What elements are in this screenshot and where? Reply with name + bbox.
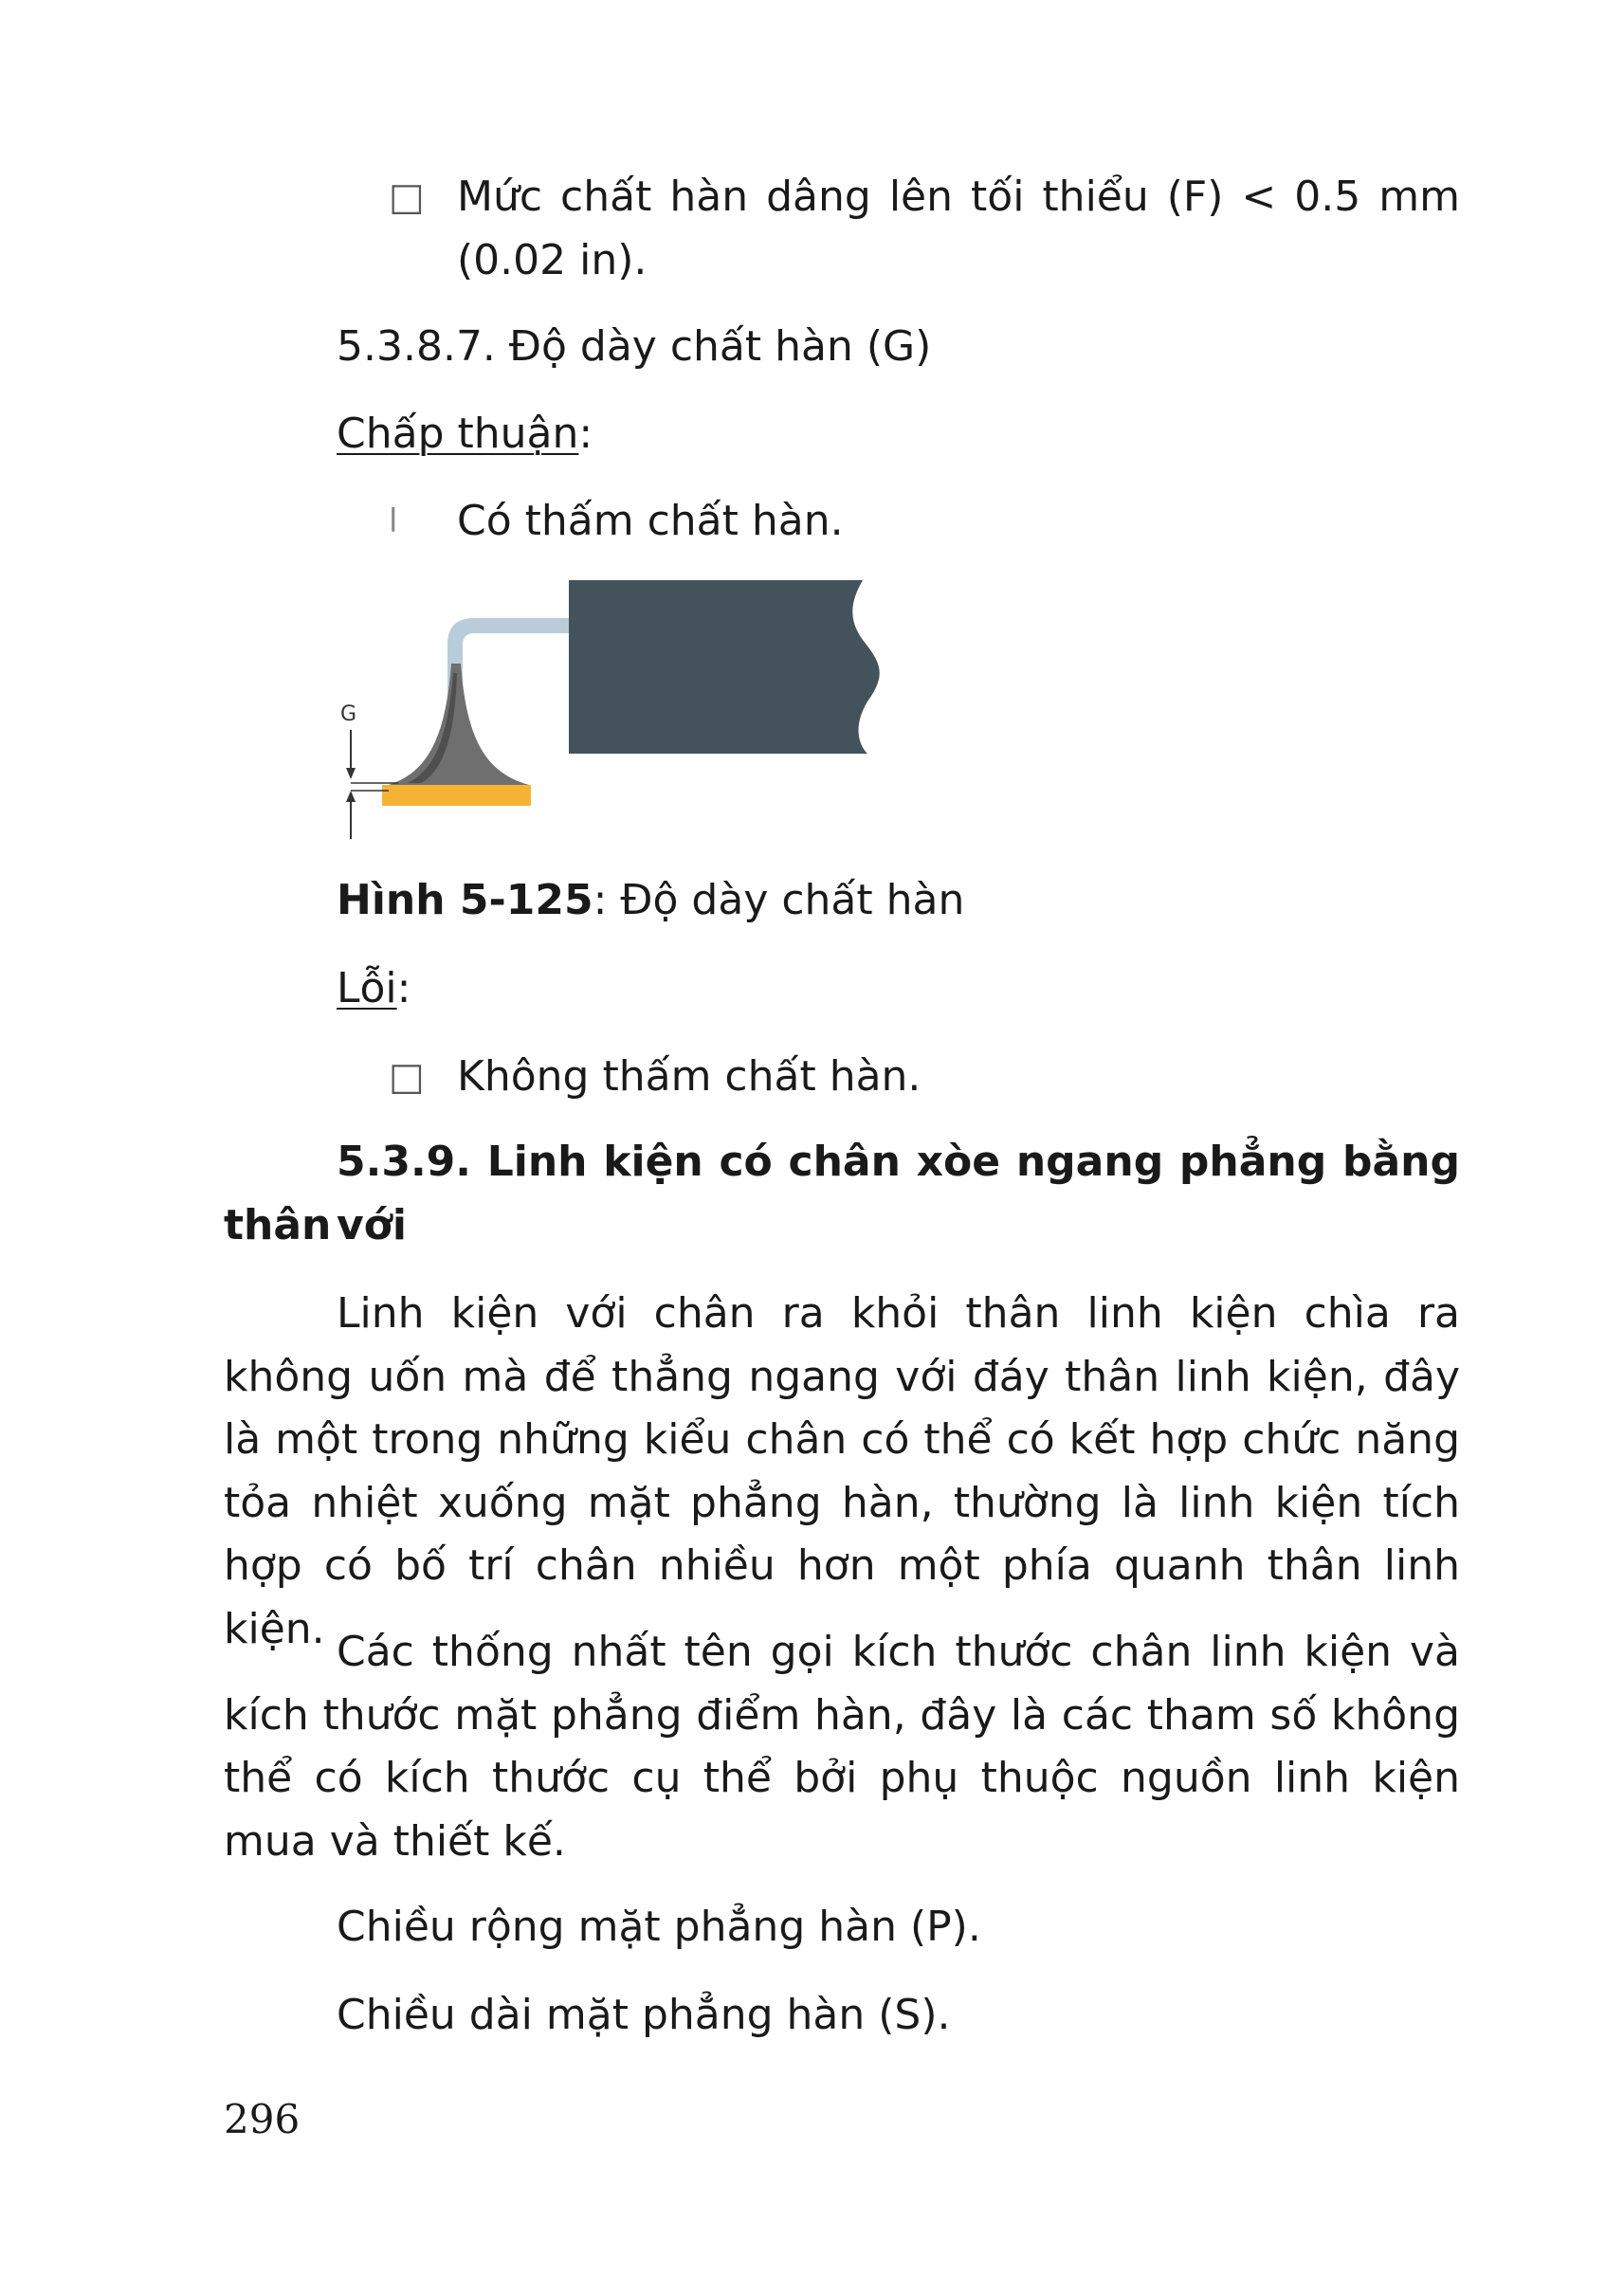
bullet-checkbox-glyph: □: [389, 175, 425, 219]
paragraph-1-text: Linh kiện với chân ra khỏi thân linh kiện chìa ra không uốn mà để thẳng ngang với đáy thân linh kiện, đây là một trong những kiểu chân có thể có kết hợp chức năng tỏa nhiệt xuống mặt phẳng hàn, thường là linh kiện tích hợp có bố trí chân nhiều hơn một phía quanh thân linh kiện.: [224, 1289, 1460, 1653]
component-body: [569, 580, 880, 754]
section-heading-5387: 5.3.8.7. Độ dày chất hàn (G): [337, 322, 932, 371]
section-heading-539-line-1: 5.3.9. Linh kiện có chân xòe ngang phẳng bằng với: [337, 1138, 1460, 1249]
figure-number: Hình 5-125: [337, 876, 593, 924]
bullet-checkbox-glyph: □: [389, 1055, 425, 1099]
paragraph-1: [224, 1283, 1460, 1661]
paragraph-2-text: Các thống nhất tên gọi kích thước chân linh kiện và kích thước mặt phẳng điểm hàn, đây là các tham số không thể có kích thước cụ thể bởi phụ thuộc nguồn linh kiện mua và thiết kế.: [224, 1628, 1460, 1866]
bullet-1-line-2: (0.02 in).: [457, 236, 648, 284]
solder-thickness-figure: [322, 569, 910, 853]
accept-heading: [337, 403, 593, 465]
figure-caption: [337, 869, 964, 932]
pad-length-line: Chiều dài mặt phẳng hàn (S).: [337, 1991, 951, 2039]
bullet-glyph: l: [389, 502, 398, 540]
solder-pad: [382, 785, 531, 806]
bullet-2-text: Có thấm chất hàn.: [457, 497, 844, 545]
figure-caption-text: : Độ dày chất hàn: [593, 876, 965, 924]
error-heading: [337, 957, 411, 1020]
accept-label: Chấp thuận: [337, 410, 579, 458]
dimension-label-g: G: [340, 702, 357, 726]
page-number: 296: [224, 2096, 301, 2142]
paragraph-2: [224, 1621, 1460, 1873]
bullet-1-line-1: Mức chất hàn dâng lên tối thiểu (F) < 0.5 mm: [457, 173, 1460, 221]
accept-colon: :: [578, 410, 593, 458]
section-heading-539-line-2: thân: [224, 1201, 332, 1249]
error-colon: :: [396, 964, 411, 1012]
bullet-3-text: Không thấm chất hàn.: [457, 1052, 921, 1101]
error-label: Lỗi: [337, 964, 397, 1012]
solder-fillet: [389, 664, 529, 785]
pad-width-line: Chiều rộng mặt phẳng hàn (P).: [337, 1903, 981, 1951]
